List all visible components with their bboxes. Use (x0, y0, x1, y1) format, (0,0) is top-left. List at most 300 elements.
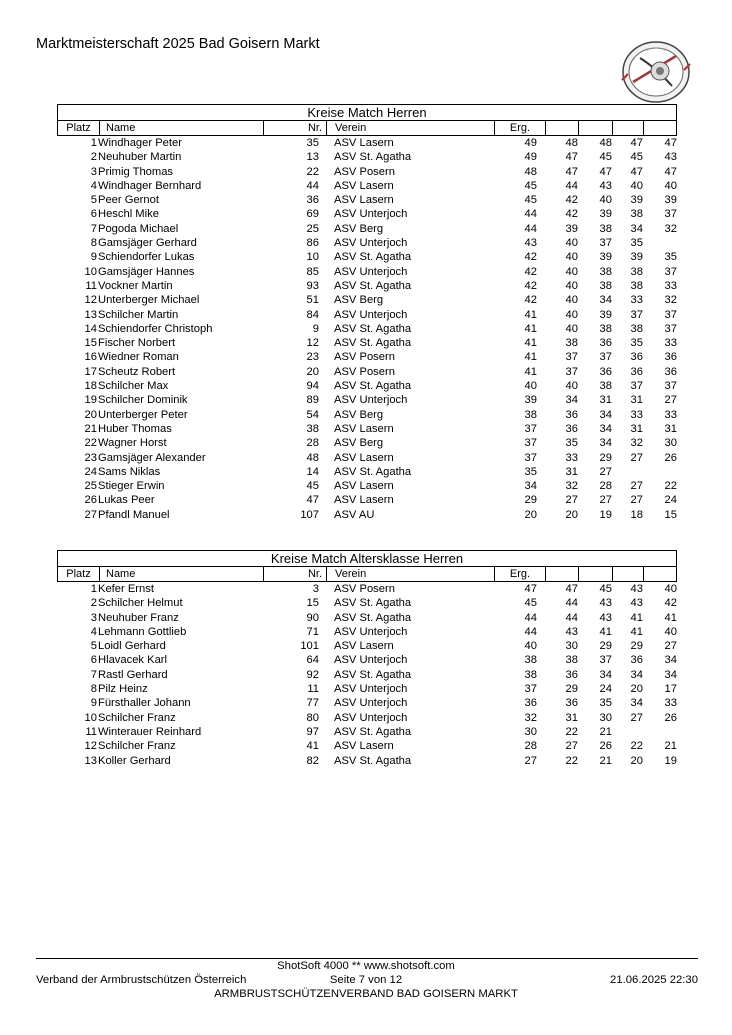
cell-platz: 7 (90, 222, 97, 235)
cell-nr: 20 (306, 365, 319, 378)
cell-platz: 2 (90, 597, 97, 610)
header-score-1 (545, 121, 578, 135)
cell-s4: 21 (664, 740, 677, 753)
cell-nr: 23 (306, 351, 319, 364)
cell-s4: 34 (664, 668, 677, 681)
cell-nr: 3 (312, 583, 319, 595)
cell-s3: 18 (630, 508, 643, 521)
cell-s1: 38 (565, 337, 578, 350)
cell-erg: 34 (524, 480, 537, 493)
cell-s4: 36 (664, 351, 677, 364)
cell-s2: 38 (599, 222, 612, 235)
cell-s4: 19 (664, 754, 677, 767)
cell-verein: ASV Lasern (334, 451, 394, 464)
cell-s2: 38 (599, 279, 612, 292)
cell-platz: 8 (90, 237, 97, 250)
cell-verein: ASV Lasern (334, 480, 394, 493)
cell-name: Unterberger Peter (98, 408, 188, 421)
cell-nr: 82 (306, 754, 319, 767)
table-row (57, 193, 677, 207)
cell-nr: 11 (307, 683, 319, 696)
header-verein: Verein (326, 121, 494, 135)
cell-s1: 27 (565, 740, 578, 753)
cell-nr: 84 (306, 308, 319, 321)
cell-verein: ASV Unterjoch (334, 683, 408, 696)
cell-s2: 24 (599, 683, 612, 696)
cell-name: Sams Niklas (98, 465, 161, 478)
cell-s3: 38 (630, 322, 643, 335)
cell-s3: 36 (630, 351, 643, 364)
table-row (57, 165, 677, 179)
cell-erg: 40 (524, 640, 537, 653)
header-platz: Platz (57, 567, 99, 581)
cell-s1: 47 (565, 583, 578, 595)
cell-verein: ASV Berg (334, 294, 384, 307)
cell-s2: 43 (599, 611, 612, 624)
cell-nr: 36 (306, 194, 319, 207)
cell-s2: 34 (599, 668, 612, 681)
cell-s3: 41 (630, 625, 643, 638)
cell-s1: 42 (565, 208, 578, 221)
table-row (57, 308, 677, 322)
cell-nr: 80 (306, 711, 319, 724)
cell-erg: 49 (524, 137, 537, 149)
table-row (57, 725, 677, 739)
cell-s2: 40 (599, 194, 612, 207)
cell-platz: 17 (84, 365, 97, 378)
cell-s1: 36 (565, 408, 578, 421)
cell-s4: 34 (664, 654, 677, 667)
table-row (57, 682, 677, 696)
cell-s1: 40 (565, 308, 578, 321)
cell-s2: 41 (599, 625, 612, 638)
cell-s4: 32 (664, 294, 677, 307)
cell-name: Schiendorfer Lukas (98, 251, 195, 264)
cell-s2: 28 (599, 480, 612, 493)
cell-s3: 31 (630, 422, 643, 435)
table-row (57, 393, 677, 407)
cell-erg: 38 (524, 654, 537, 667)
cell-verein: ASV Unterjoch (334, 394, 408, 407)
cell-platz: 9 (90, 697, 97, 710)
cell-name: Schilcher Dominik (98, 394, 188, 407)
cell-s4: 33 (664, 279, 677, 292)
cell-erg: 38 (524, 668, 537, 681)
footer-software: ShotSoft 4000 ** www.shotsoft.com (277, 960, 455, 972)
cell-verein: ASV Berg (334, 222, 384, 235)
table-header (57, 566, 677, 582)
cell-platz: 16 (84, 351, 97, 364)
cell-name: Scheutz Robert (98, 365, 176, 378)
cell-platz: 21 (84, 422, 97, 435)
cell-name: Rastl Gerhard (98, 668, 168, 681)
cell-platz: 7 (90, 668, 97, 681)
cell-verein: ASV Unterjoch (334, 208, 408, 221)
table-row (57, 582, 677, 596)
cell-nr: 69 (306, 208, 319, 221)
cell-name: Schiendorfer Christoph (98, 322, 213, 335)
cell-verein: ASV Unterjoch (334, 711, 408, 724)
cell-erg: 36 (524, 697, 537, 710)
cell-erg: 45 (524, 597, 537, 610)
cell-platz: 27 (84, 508, 97, 521)
cell-verein: ASV Unterjoch (334, 697, 408, 710)
cell-s2: 38 (599, 380, 612, 393)
cell-s1: 35 (565, 437, 578, 450)
cell-platz: 13 (84, 754, 97, 767)
cell-s1: 36 (565, 422, 578, 435)
cell-s2: 29 (599, 640, 612, 653)
cell-s2: 34 (599, 437, 612, 450)
cell-s2: 35 (599, 697, 612, 710)
cell-name: Wagner Horst (98, 437, 167, 450)
cell-verein: ASV St. Agatha (334, 380, 412, 393)
header-name: Name (99, 567, 263, 581)
cell-name: Kefer Ernst (98, 583, 154, 595)
cell-verein: ASV Lasern (334, 494, 394, 507)
cell-s2: 45 (599, 583, 612, 595)
cell-verein: ASV Unterjoch (334, 308, 408, 321)
header-score-4 (643, 121, 677, 135)
cell-erg: 27 (524, 754, 537, 767)
cell-nr: 9 (312, 322, 319, 335)
table-row (57, 639, 677, 653)
cell-nr: 10 (306, 251, 319, 264)
cell-name: Gamsjäger Hannes (98, 265, 195, 278)
cell-s1: 39 (565, 222, 578, 235)
cell-platz: 24 (84, 465, 97, 478)
cell-platz: 5 (90, 194, 97, 207)
cell-name: Loidl Gerhard (98, 640, 166, 653)
cell-platz: 5 (90, 640, 97, 653)
table-row (57, 625, 677, 639)
cell-s1: 36 (565, 697, 578, 710)
cell-s4: 26 (664, 711, 677, 724)
cell-s1: 40 (565, 294, 578, 307)
table-row (57, 293, 677, 307)
table-row (57, 508, 677, 522)
cell-nr: 97 (306, 725, 319, 738)
cell-platz: 26 (84, 494, 97, 507)
cell-name: Neuhuber Franz (98, 611, 179, 624)
table-row (57, 653, 677, 667)
table-row (57, 436, 677, 450)
cell-s3: 20 (630, 683, 643, 696)
table-row (57, 668, 677, 682)
cell-s4: 40 (664, 583, 677, 595)
table-row (57, 596, 677, 610)
cell-verein: ASV St. Agatha (334, 611, 412, 624)
section-title: Kreise Match Herren (57, 104, 677, 120)
table-row (57, 711, 677, 725)
cell-nr: 77 (306, 697, 319, 710)
footer-organization: ARMBRUSTSCHÜTZENVERBAND BAD GOISERN MARKT (214, 988, 518, 1000)
cell-s2: 34 (599, 408, 612, 421)
cell-name: Huber Thomas (98, 422, 172, 435)
section-title: Kreise Match Altersklasse Herren (57, 550, 677, 566)
cell-s3: 31 (630, 394, 643, 407)
cell-nr: 107 (300, 508, 319, 521)
cell-erg: 49 (524, 151, 537, 164)
cell-verein: ASV Unterjoch (334, 625, 408, 638)
cell-name: Schilcher Franz (98, 711, 176, 724)
cell-s3: 29 (630, 640, 643, 653)
table-row (57, 322, 677, 336)
cell-s3: 20 (630, 754, 643, 767)
cell-s3: 38 (630, 265, 643, 278)
cell-erg: 35 (524, 465, 537, 478)
cell-s1: 47 (565, 151, 578, 164)
cell-nr: 64 (306, 654, 319, 667)
cell-s2: 29 (599, 451, 612, 464)
cell-verein: ASV Posern (334, 351, 395, 364)
cell-platz: 13 (84, 308, 97, 321)
cell-s4: 30 (664, 437, 677, 450)
cell-verein: ASV Posern (334, 583, 395, 595)
cell-nr: 90 (306, 611, 319, 624)
cell-name: Pfandl Manuel (98, 508, 170, 521)
cell-verein: ASV Berg (334, 408, 384, 421)
cell-s2: 19 (599, 508, 612, 521)
cell-platz: 3 (90, 611, 97, 624)
cell-s1: 37 (565, 365, 578, 378)
table-row (57, 350, 677, 364)
cell-name: Windhager Peter (98, 137, 182, 149)
cell-name: Heschl Mike (98, 208, 159, 221)
cell-name: Schilcher Max (98, 380, 169, 393)
cell-s2: 31 (599, 394, 612, 407)
cell-s2: 43 (599, 179, 612, 192)
cell-verein: ASV Unterjoch (334, 237, 408, 250)
cell-erg: 41 (524, 308, 537, 321)
cell-s4: 33 (664, 337, 677, 350)
cell-name: Primig Thomas (98, 165, 174, 178)
cell-verein: ASV Lasern (334, 740, 394, 753)
cell-verein: ASV Unterjoch (334, 654, 408, 667)
header-score-2 (578, 121, 612, 135)
cell-s2: 38 (599, 322, 612, 335)
cell-nr: 92 (306, 668, 319, 681)
cell-verein: ASV Posern (334, 165, 395, 178)
cell-erg: 45 (524, 194, 537, 207)
table-row (57, 422, 677, 436)
table-row (57, 250, 677, 264)
cell-s1: 22 (565, 754, 578, 767)
cell-s1: 27 (565, 494, 578, 507)
cell-erg: 41 (524, 365, 537, 378)
cell-erg: 37 (524, 451, 537, 464)
cell-s4: 33 (664, 697, 677, 710)
table-row (57, 493, 677, 507)
cell-erg: 41 (524, 351, 537, 364)
cell-name: Koller Gerhard (98, 754, 171, 767)
cell-nr: 15 (306, 597, 319, 610)
cell-s3: 47 (630, 137, 643, 149)
cell-platz: 10 (84, 265, 97, 278)
header-erg: Erg. (494, 121, 545, 135)
cell-s3: 27 (630, 451, 643, 464)
cell-s2: 37 (599, 237, 612, 250)
table-row (57, 754, 677, 768)
cell-name: Gamsjäger Alexander (98, 451, 206, 464)
cell-erg: 37 (524, 683, 537, 696)
cell-s4: 47 (664, 137, 677, 149)
cell-erg: 37 (524, 437, 537, 450)
cell-s3: 43 (630, 597, 643, 610)
cell-s1: 34 (565, 394, 578, 407)
cell-verein: ASV St. Agatha (334, 597, 412, 610)
cell-s3: 27 (630, 480, 643, 493)
table-row (57, 336, 677, 350)
cell-s4: 37 (664, 265, 677, 278)
cell-s2: 48 (599, 137, 612, 149)
cell-nr: 54 (306, 408, 319, 421)
cell-s2: 47 (599, 165, 612, 178)
cell-platz: 4 (90, 625, 97, 638)
header-score-2 (578, 567, 612, 581)
cell-platz: 10 (84, 711, 97, 724)
cell-s4: 37 (664, 322, 677, 335)
cell-platz: 2 (90, 151, 97, 164)
cell-s2: 43 (599, 597, 612, 610)
cell-s1: 42 (565, 194, 578, 207)
cell-s4: 31 (664, 422, 677, 435)
cell-erg: 44 (524, 208, 537, 221)
cell-s2: 27 (599, 494, 612, 507)
cell-s2: 27 (599, 465, 612, 478)
cell-s4: 27 (664, 640, 677, 653)
cell-s2: 39 (599, 208, 612, 221)
cell-erg: 42 (524, 251, 537, 264)
cell-s3: 33 (630, 408, 643, 421)
cell-s3: 36 (630, 654, 643, 667)
cell-erg: 41 (524, 322, 537, 335)
cell-s2: 21 (599, 754, 612, 767)
cell-verein: ASV Unterjoch (334, 265, 408, 278)
cell-name: Unterberger Michael (98, 294, 200, 307)
cell-nr: 94 (306, 380, 319, 393)
cell-platz: 4 (90, 179, 97, 192)
cell-platz: 3 (90, 165, 97, 178)
cell-nr: 101 (300, 640, 319, 653)
cell-platz: 12 (84, 740, 97, 753)
cell-erg: 43 (524, 237, 537, 250)
cell-erg: 48 (524, 165, 537, 178)
cell-s1: 29 (565, 683, 578, 696)
cell-platz: 6 (90, 654, 97, 667)
header-platz: Platz (57, 121, 99, 135)
cell-platz: 25 (84, 480, 97, 493)
cell-s1: 33 (565, 451, 578, 464)
cell-s3: 34 (630, 697, 643, 710)
header-score-4 (643, 567, 677, 581)
cell-s3: 45 (630, 151, 643, 164)
cell-s1: 31 (565, 465, 578, 478)
table-row (57, 136, 677, 150)
cell-name: Peer Gernot (98, 194, 159, 207)
table-row (57, 696, 677, 710)
cell-s4: 15 (664, 508, 677, 521)
document-title: Marktmeisterschaft 2025 Bad Goisern Markt (36, 36, 320, 52)
cell-s1: 40 (565, 237, 578, 250)
cell-erg: 20 (524, 508, 537, 521)
cell-s3: 37 (630, 308, 643, 321)
cell-nr: 44 (306, 179, 319, 192)
cell-s3: 38 (630, 279, 643, 292)
cell-platz: 1 (90, 583, 97, 595)
cell-s1: 40 (565, 279, 578, 292)
cell-s1: 22 (565, 725, 578, 738)
cell-platz: 9 (90, 251, 97, 264)
results-rows (57, 582, 677, 768)
table-row (57, 207, 677, 221)
cell-s1: 48 (565, 137, 578, 149)
cell-name: Pilz Heinz (98, 683, 148, 696)
cell-platz: 12 (84, 294, 97, 307)
header-score-1 (545, 567, 578, 581)
cell-platz: 6 (90, 208, 97, 221)
cell-nr: 22 (306, 165, 319, 178)
cell-s3: 38 (630, 208, 643, 221)
cell-name: Lukas Peer (98, 494, 155, 507)
table-row (57, 465, 677, 479)
cell-erg: 32 (524, 711, 537, 724)
cell-verein: ASV St. Agatha (334, 279, 412, 292)
cell-s2: 37 (599, 654, 612, 667)
cell-platz: 1 (90, 137, 97, 149)
footer-divider (36, 958, 698, 959)
cell-erg: 29 (524, 494, 537, 507)
cell-nr: 28 (306, 437, 319, 450)
table-row (57, 739, 677, 753)
cell-s4: 37 (664, 308, 677, 321)
cell-nr: 12 (306, 337, 319, 350)
header-score-3 (612, 567, 643, 581)
cell-erg: 40 (524, 380, 537, 393)
cell-s3: 43 (630, 583, 643, 595)
cell-platz: 11 (85, 279, 97, 292)
cell-nr: 25 (306, 222, 319, 235)
cell-s2: 37 (599, 351, 612, 364)
cell-s1: 37 (565, 351, 578, 364)
cell-nr: 86 (306, 237, 319, 250)
cell-erg: 42 (524, 279, 537, 292)
cell-platz: 22 (84, 437, 97, 450)
header-name: Name (99, 121, 263, 135)
cell-erg: 39 (524, 394, 537, 407)
cell-s3: 41 (630, 611, 643, 624)
cell-verein: ASV St. Agatha (334, 251, 412, 264)
cell-s4: 41 (664, 611, 677, 624)
cell-name: Schilcher Franz (98, 740, 176, 753)
cell-name: Hlavacek Karl (98, 654, 168, 667)
cell-s2: 36 (599, 337, 612, 350)
footer-association: Verband der Armbrustschützen Österreich (36, 974, 247, 986)
cell-s3: 33 (630, 294, 643, 307)
cell-verein: ASV Lasern (334, 179, 394, 192)
cell-verein: ASV St. Agatha (334, 754, 412, 767)
cell-s4: 40 (664, 179, 677, 192)
cell-s3: 40 (630, 179, 643, 192)
cell-s3: 27 (630, 494, 643, 507)
cell-verein: ASV Lasern (334, 422, 394, 435)
cell-s1: 40 (565, 265, 578, 278)
cell-s2: 36 (599, 365, 612, 378)
cell-s4: 36 (664, 365, 677, 378)
cell-s4: 39 (664, 194, 677, 207)
cell-erg: 45 (524, 179, 537, 192)
cell-s1: 36 (565, 668, 578, 681)
